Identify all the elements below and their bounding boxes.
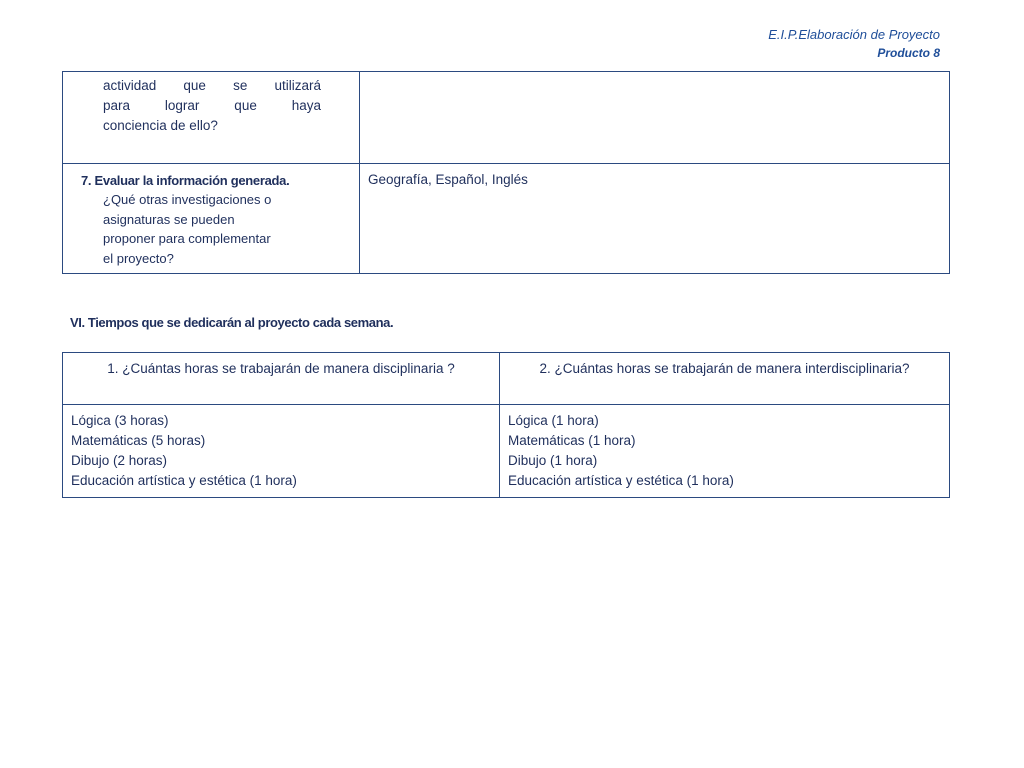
- question-text: [63, 190, 359, 272]
- list-item: Dibujo (1 hora): [508, 453, 598, 468]
- table-header-row: [63, 353, 950, 405]
- question-line: ¿Qué otras investigaciones o: [103, 192, 272, 207]
- disciplinary-hours-cell: [63, 405, 500, 498]
- table-row: [63, 72, 950, 164]
- header-project-title: E.I.P.Elaboración de Proyecto: [768, 27, 940, 42]
- question-line: asignaturas se pueden: [103, 211, 235, 227]
- list-item: Dibujo (2 horas): [71, 453, 168, 468]
- list-item: Matemáticas (1 hora): [508, 433, 636, 448]
- header-product-label: Producto 8: [877, 46, 940, 60]
- section-title: VI. Tiempos que se dedicarán al proyecto cada semana.: [70, 315, 394, 330]
- question-line: proponer para complementar: [103, 231, 271, 246]
- question-cell: [63, 72, 360, 164]
- question-text: [63, 72, 359, 136]
- answer-text: Geografía, Español, Inglés: [368, 172, 528, 187]
- list-item: Lógica (1 hora): [508, 413, 599, 428]
- list-item: Lógica (3 horas): [71, 413, 169, 428]
- interdisciplinary-hours-cell: [500, 405, 950, 498]
- list-item: Educación artística y estética (1 hora): [508, 473, 734, 488]
- weekly-hours-table: [62, 352, 950, 498]
- list-item: Matemáticas (5 horas): [71, 433, 206, 448]
- table-row: [63, 164, 950, 274]
- document-header: [768, 26, 940, 62]
- answer-cell: [360, 164, 950, 274]
- answer-cell: [360, 72, 950, 164]
- hours-list: [500, 405, 949, 497]
- question-line: el proyecto?: [103, 250, 174, 266]
- question-line: actividad que se utilizará: [103, 78, 321, 93]
- hours-list: [63, 405, 499, 497]
- column-header-interdisciplinary: 2. ¿Cuántas horas se trabajarán de manera interdisciplinaria?: [500, 353, 950, 405]
- list-item: Educación artística y estética (1 hora): [71, 473, 297, 488]
- question-cell: [63, 164, 360, 274]
- question-line: conciencia de ello?: [103, 118, 218, 133]
- table-row: [63, 405, 950, 498]
- question-title: 7. Evaluar la información generada.: [81, 173, 290, 188]
- column-header-disciplinary: 1. ¿Cuántas horas se trabajarán de manera disciplinaria ?: [63, 353, 500, 405]
- answer-text: [360, 72, 949, 88]
- evaluation-table: [62, 71, 950, 274]
- question-line: para lograr que haya: [103, 98, 321, 113]
